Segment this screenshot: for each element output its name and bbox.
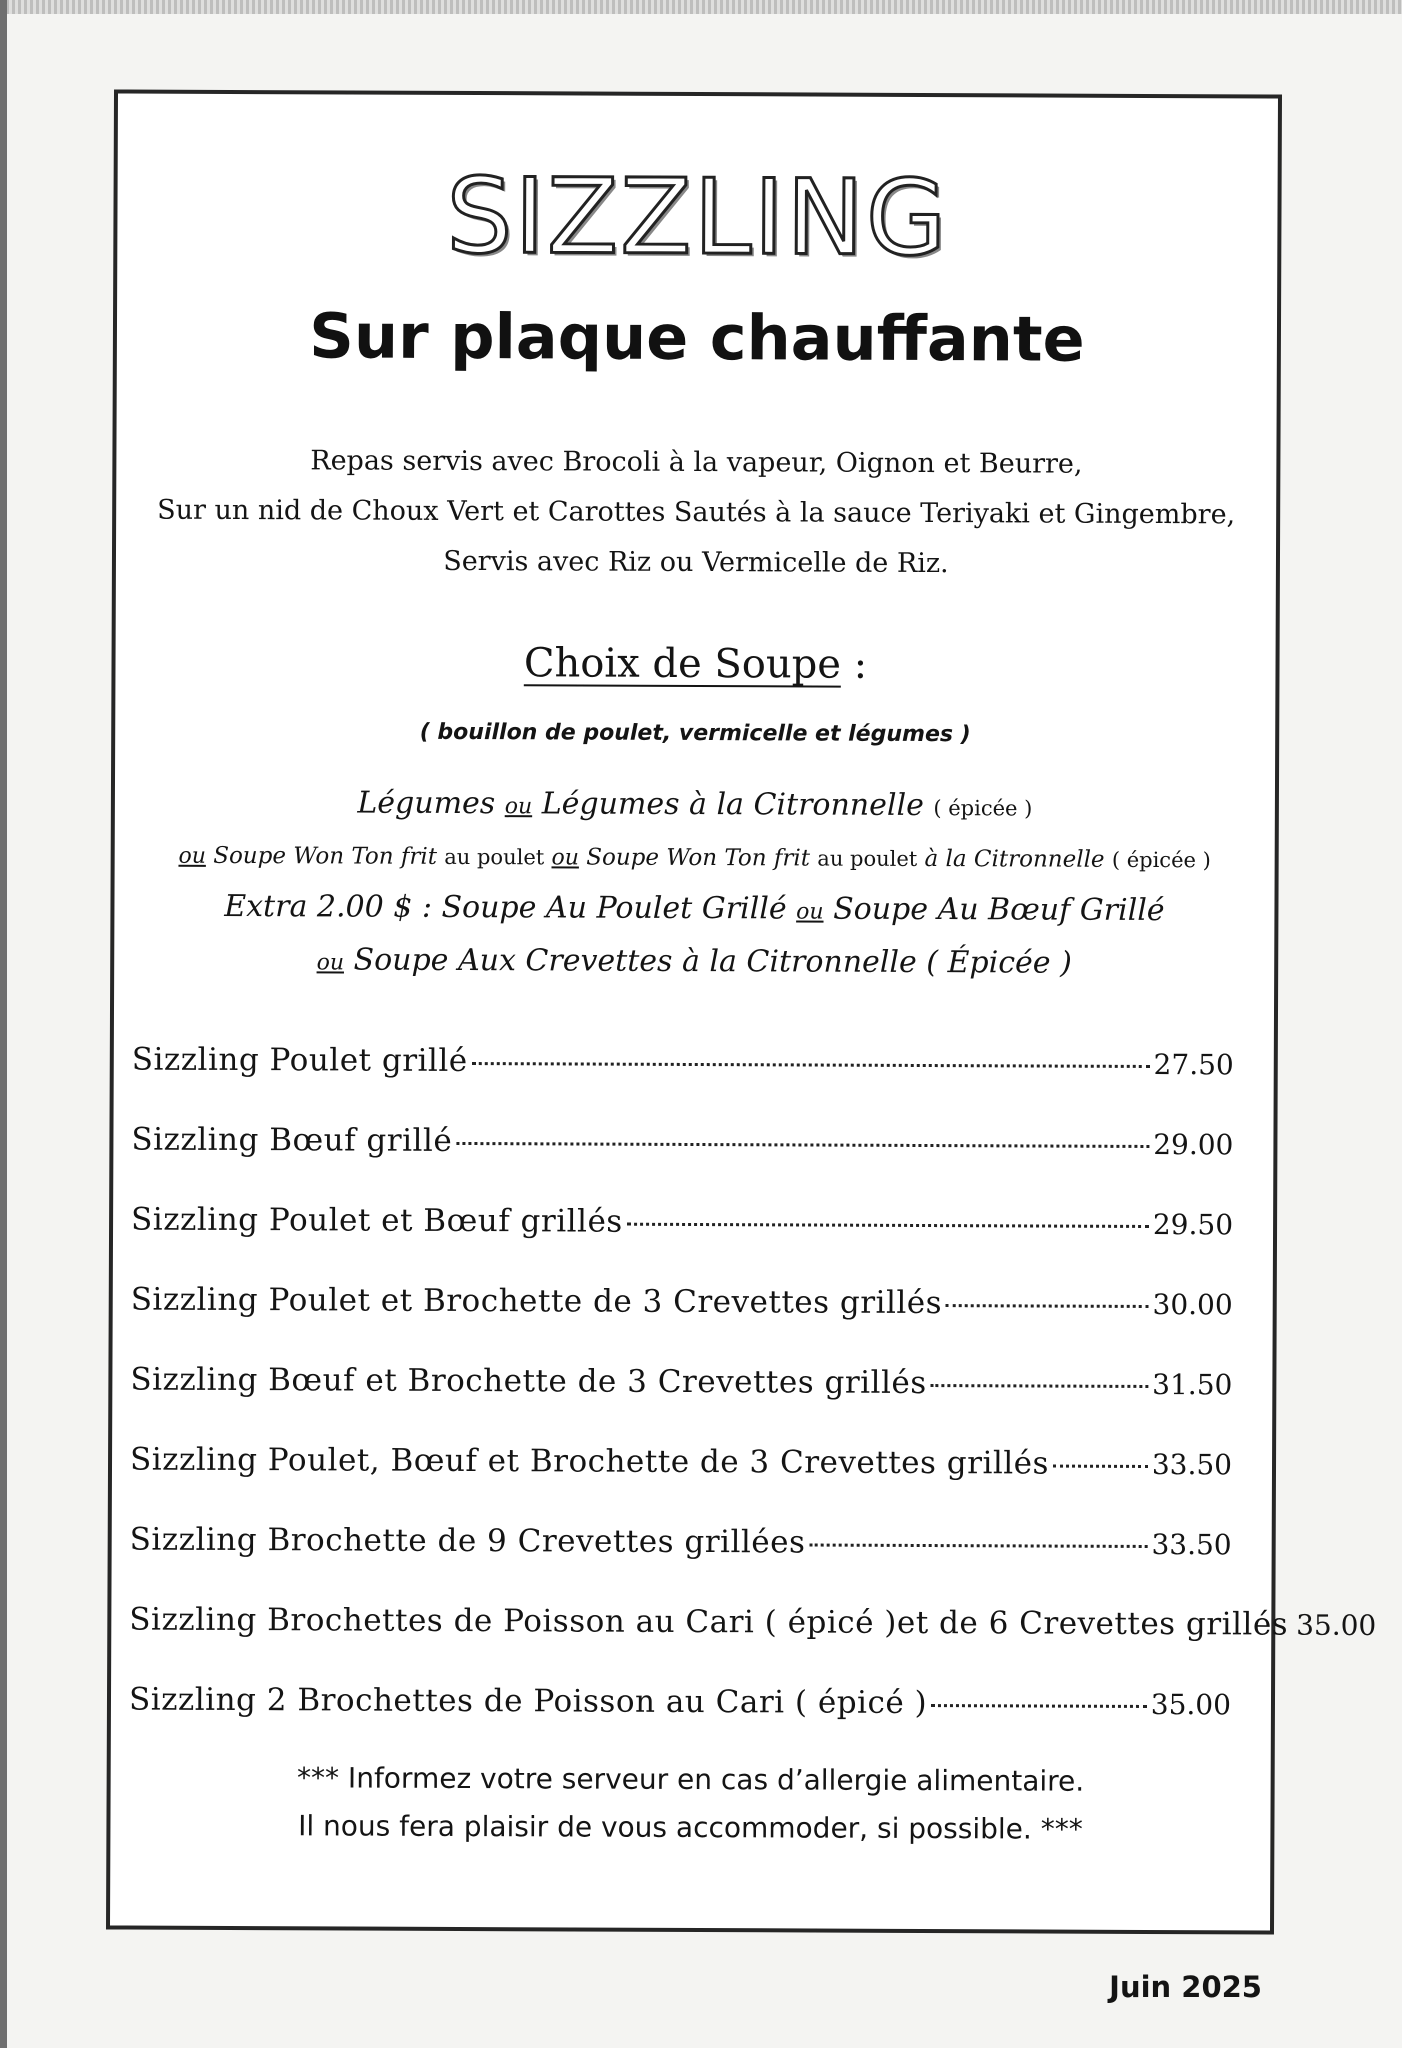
soup-option-detail: à la Citronnelle bbox=[924, 846, 1105, 873]
menu-item bbox=[129, 1672, 1231, 1757]
or-connector: ou bbox=[178, 843, 206, 869]
menu-date: Juin 2025 bbox=[1109, 1970, 1262, 2004]
menu-item-name: Sizzling Poulet, Bœuf et Brochette de 3 Crevettes grillés bbox=[129, 1441, 1050, 1482]
soup-options bbox=[129, 778, 1260, 993]
dot-leader bbox=[627, 1223, 1149, 1228]
soup-line bbox=[130, 831, 1260, 887]
menu-item-name: Sizzling Poulet grillé bbox=[131, 1041, 468, 1080]
intro-line: Repas servis avec Brocoli à la vapeur, Oignon et Beurre, bbox=[310, 445, 1083, 480]
menu-item bbox=[132, 1032, 1234, 1117]
menu-item-price: 35.00 bbox=[1150, 1688, 1232, 1722]
soup-option: Soupe Won Ton frit bbox=[213, 842, 438, 870]
scan-top-edge bbox=[0, 0, 1402, 14]
or-connector: ou bbox=[504, 794, 533, 820]
menu-item bbox=[130, 1432, 1232, 1517]
or-connector: ou bbox=[551, 845, 580, 871]
menu-item-name: Sizzling Bœuf et Brochette de 3 Crevettes grillés bbox=[130, 1361, 927, 1402]
menu-page bbox=[106, 89, 1377, 1934]
menu-list bbox=[128, 1032, 1377, 1757]
menu-item-price: 35.00 bbox=[1296, 1608, 1377, 1642]
intro-text bbox=[136, 436, 1257, 591]
menu-item-price: 31.50 bbox=[1152, 1368, 1233, 1402]
intro-line: Servis avec Riz ou Vermicelle de Riz. bbox=[443, 545, 949, 580]
menu-item bbox=[131, 1112, 1233, 1197]
menu-item-price: 33.50 bbox=[1151, 1528, 1232, 1562]
menu-item bbox=[130, 1352, 1232, 1437]
soup-line bbox=[129, 882, 1259, 940]
soup-option: Légumes à la Citronnelle bbox=[541, 786, 924, 824]
dot-leader bbox=[931, 1384, 1149, 1388]
menu-item-name: Sizzling 2 Brochettes de Poisson au Cari ( épicé ) bbox=[128, 1681, 928, 1722]
or-connector: ou bbox=[316, 950, 345, 976]
soup-option: Légumes bbox=[357, 785, 496, 822]
menu-subtitle: Sur plaque chauffante bbox=[309, 299, 1085, 376]
menu-item bbox=[131, 1192, 1233, 1277]
or-connector: ou bbox=[796, 899, 824, 925]
menu-item-name: Sizzling Brochettes de Poisson au Cari ( épicé )et de 6 Crevettes grillés bbox=[129, 1601, 1289, 1643]
scan-left-edge bbox=[0, 0, 7, 2048]
soup-heading bbox=[115, 638, 1275, 689]
soup-option: Soupe Won Ton frit bbox=[586, 844, 811, 872]
spicy-note: ( épicée ) bbox=[1111, 847, 1211, 873]
soup-heading-colon: : bbox=[853, 641, 868, 688]
soup-option-detail: au poulet bbox=[444, 844, 545, 870]
soup-option-detail: au poulet bbox=[817, 846, 918, 871]
soup-line bbox=[129, 935, 1259, 993]
soup-note: ( bouillon de poulet, vermicelle et légumes ) bbox=[419, 719, 971, 748]
dot-leader bbox=[456, 1142, 1149, 1148]
menu-item-name: Sizzling Bœuf grillé bbox=[131, 1121, 453, 1159]
intro-line: Sur un nid de Choux Vert et Carottes Sautés à la sauce Teriyaki et Gingembre, bbox=[157, 494, 1236, 531]
menu-item-name: Sizzling Brochette de 9 Crevettes grillées bbox=[129, 1521, 806, 1561]
soup-option: Soupe Aux Crevettes à la Citronnelle bbox=[353, 942, 917, 980]
soup-heading-label: Choix de Soupe bbox=[523, 640, 842, 688]
soup-line bbox=[130, 778, 1260, 836]
menu-item-price: 29.50 bbox=[1152, 1208, 1234, 1242]
menu-item bbox=[131, 1272, 1233, 1357]
dot-leader bbox=[472, 1062, 1150, 1068]
dot-leader bbox=[1053, 1465, 1148, 1468]
menu-item-price: 29.00 bbox=[1153, 1128, 1234, 1162]
spicy-note: ( Épicée ) bbox=[926, 945, 1072, 981]
menu-title: SIZZLING bbox=[446, 154, 949, 280]
allergy-line: *** Informez votre serveur en cas d’allergie alimentaire. bbox=[297, 1761, 1085, 1798]
menu-item-price: 30.00 bbox=[1152, 1288, 1233, 1322]
dot-leader bbox=[946, 1304, 1148, 1308]
allergy-notice bbox=[110, 1753, 1270, 1854]
menu-item bbox=[129, 1512, 1231, 1597]
menu-item-price: 27.50 bbox=[1153, 1048, 1234, 1082]
spicy-note: ( épicée ) bbox=[933, 796, 1033, 821]
extra-charge: Extra 2.00 $ : bbox=[224, 888, 433, 925]
dot-leader bbox=[931, 1704, 1147, 1708]
soup-option: Soupe Au Bœuf Grillé bbox=[833, 891, 1165, 929]
menu-item bbox=[129, 1592, 1377, 1677]
soup-option: Soupe Au Poulet Grillé bbox=[441, 889, 787, 927]
allergy-line: Il nous fera plaisir de vous accommoder, si possible. *** bbox=[298, 1809, 1083, 1846]
dot-leader bbox=[809, 1544, 1147, 1548]
menu-item-name: Sizzling Poulet et Brochette de 3 Crevettes grillés bbox=[130, 1281, 943, 1322]
menu-item-price: 33.50 bbox=[1151, 1448, 1233, 1482]
menu-item-name: Sizzling Poulet et Bœuf grillés bbox=[131, 1201, 623, 1240]
